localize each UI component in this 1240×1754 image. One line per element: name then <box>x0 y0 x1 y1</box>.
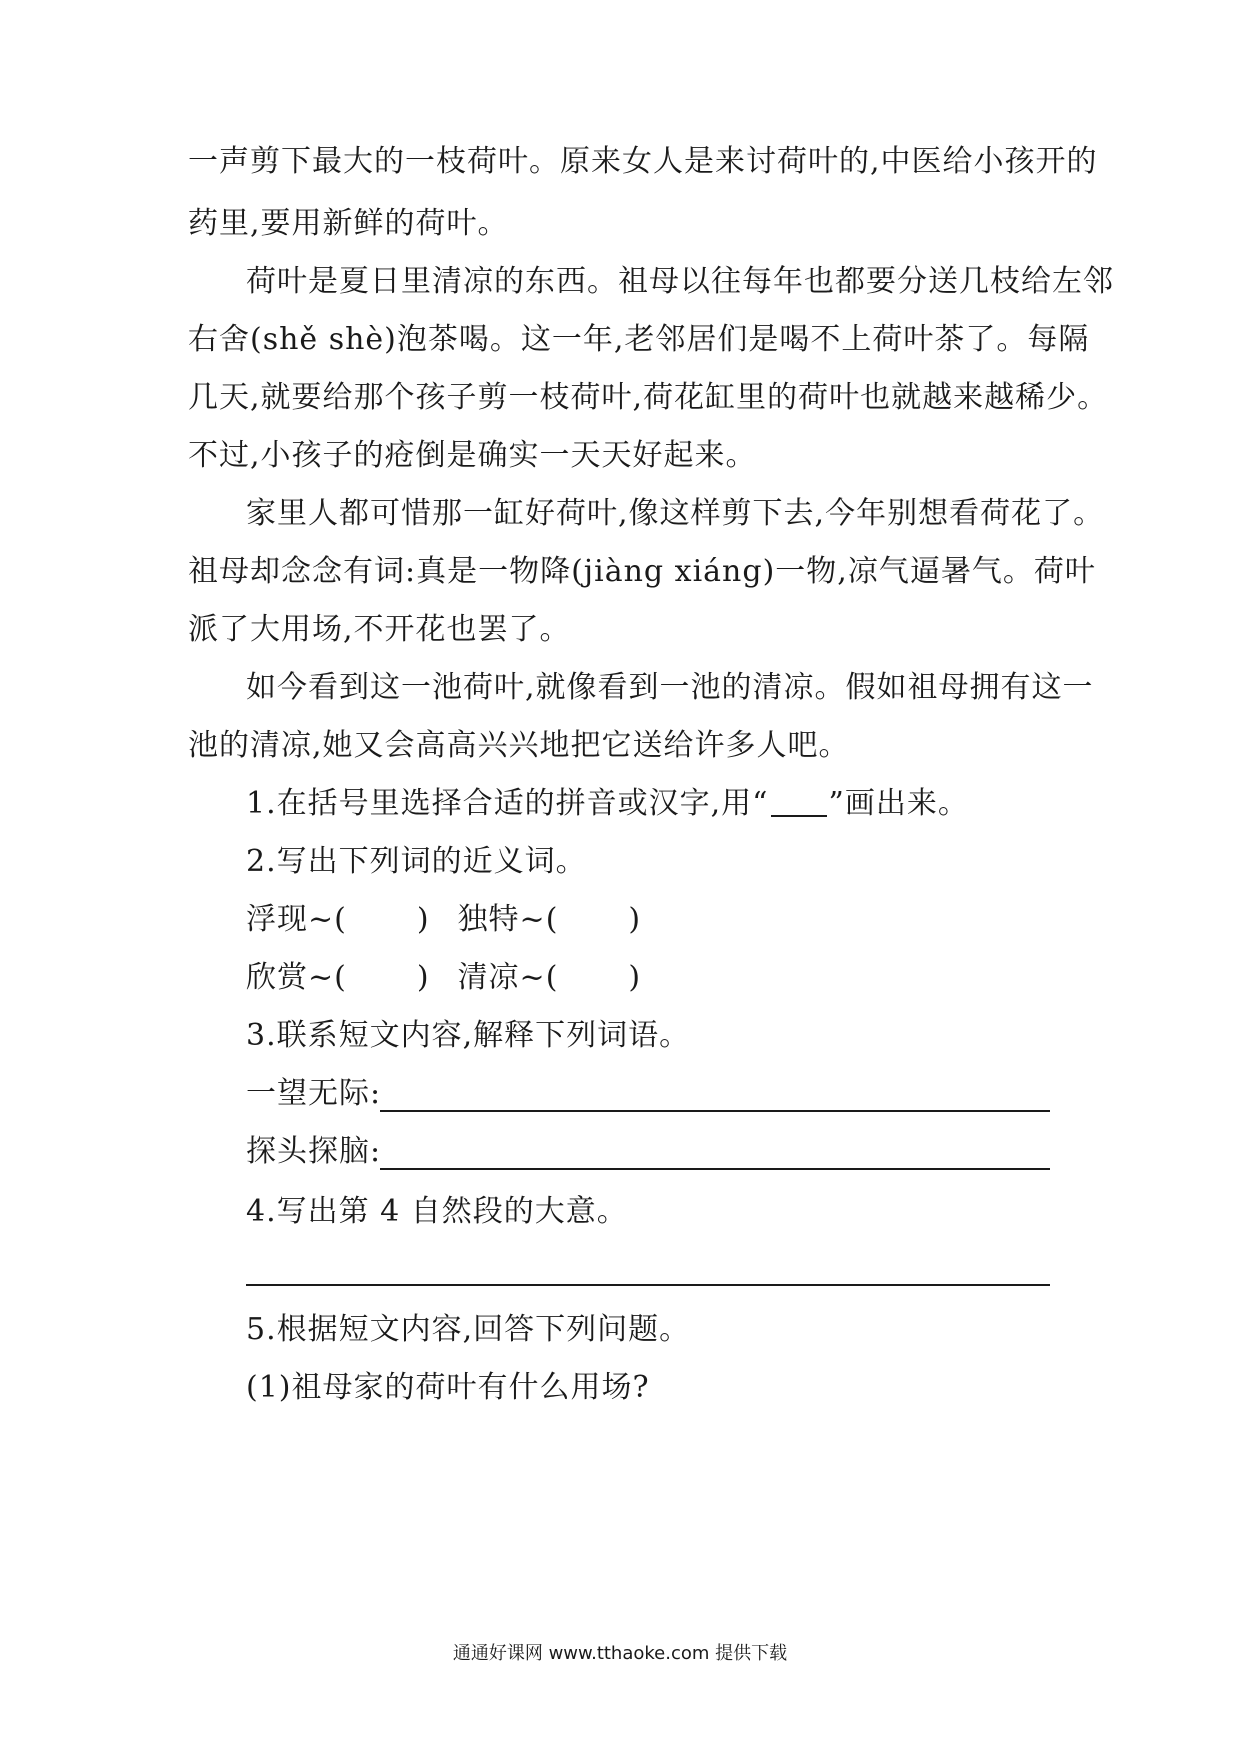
synonym-close-qingliang: ) <box>628 960 642 995</box>
question-1-text-after: ”画出来。 <box>828 786 969 821</box>
question-1 <box>246 778 1108 830</box>
synonym-prompt-xinshang: 欣赏~( <box>246 960 347 995</box>
footer-watermark: 通通好课网 www.tthaoke.com 提供下载 <box>452 1643 788 1664</box>
synonym-prompt-qingliang: 清凉~( <box>457 960 559 995</box>
synonym-close-fuxian: ) <box>416 902 430 937</box>
synonym-close-xinshang: ) <box>416 960 430 995</box>
question-2-row-2 <box>246 952 1108 1004</box>
question-5: 5.根据短文内容,回答下列问题。 <box>246 1312 691 1347</box>
passage-p2-line-4: 不过,小孩子的疮倒是确实一天天好起来。 <box>188 438 757 473</box>
question-5-1: (1)祖母家的荷叶有什么用场? <box>246 1370 650 1405</box>
answer-line-tantoutannao[interactable] <box>380 1168 1050 1170</box>
passage-p3-line-1: 家里人都可惜那一缸好荷叶,像这样剪下去,今年别想看荷花了。 <box>246 496 1105 531</box>
question-3-word-1: 一望无际: <box>246 1076 382 1111</box>
question-2: 2.写出下列词的近义词。 <box>246 844 587 879</box>
passage-p3-line-3: 派了大用场,不开花也罢了。 <box>188 612 571 647</box>
synonym-prompt-dute: 独特~( <box>457 902 559 937</box>
passage-p3-line-2: 祖母却念念有词:真是一物降(jiàng xiáng)一物,凉气逼暑气。荷叶 <box>188 554 1096 589</box>
passage-p1-line-2: 药里,要用新鲜的荷叶。 <box>188 206 509 241</box>
passage-p4-line-1: 如今看到这一池荷叶,就像看到一池的清凉。假如祖母拥有这一 <box>246 670 1094 705</box>
synonym-close-dute: ) <box>628 902 642 937</box>
answer-line-paragraph-summary[interactable] <box>246 1284 1050 1286</box>
passage-p2-line-3: 几天,就要给那个孩子剪一枝荷叶,荷花缸里的荷叶也就越来越稀少。 <box>188 380 1109 415</box>
passage-p1-line-1: 一声剪下最大的一枝荷叶。原来女人是来讨荷叶的,中医给小孩开的 <box>188 144 1098 179</box>
question-3-word-2: 探头探脑: <box>246 1134 382 1169</box>
question-3: 3.联系短文内容,解释下列词语。 <box>246 1018 691 1053</box>
synonym-prompt-fuxian: 浮现~( <box>246 902 347 937</box>
answer-line-yiwangwuji[interactable] <box>380 1110 1050 1112</box>
passage-p2-line-2: 右舍(shě shè)泡茶喝。这一年,老邻居们是喝不上荷叶茶了。每隔 <box>188 322 1090 357</box>
passage-p4-line-2: 池的清凉,她又会高高兴兴地把它送给许多人吧。 <box>188 728 850 763</box>
passage-p2-line-1: 荷叶是夏日里清凉的东西。祖母以往每年也都要分送几枝给左邻 <box>246 264 1114 299</box>
question-1-text-before: 1.在括号里选择合适的拼音或汉字,用“ <box>246 786 769 821</box>
question-2-row-1 <box>246 894 1108 946</box>
question-4: 4.写出第 4 自然段的大意。 <box>246 1194 628 1229</box>
underline-sample <box>771 785 827 817</box>
